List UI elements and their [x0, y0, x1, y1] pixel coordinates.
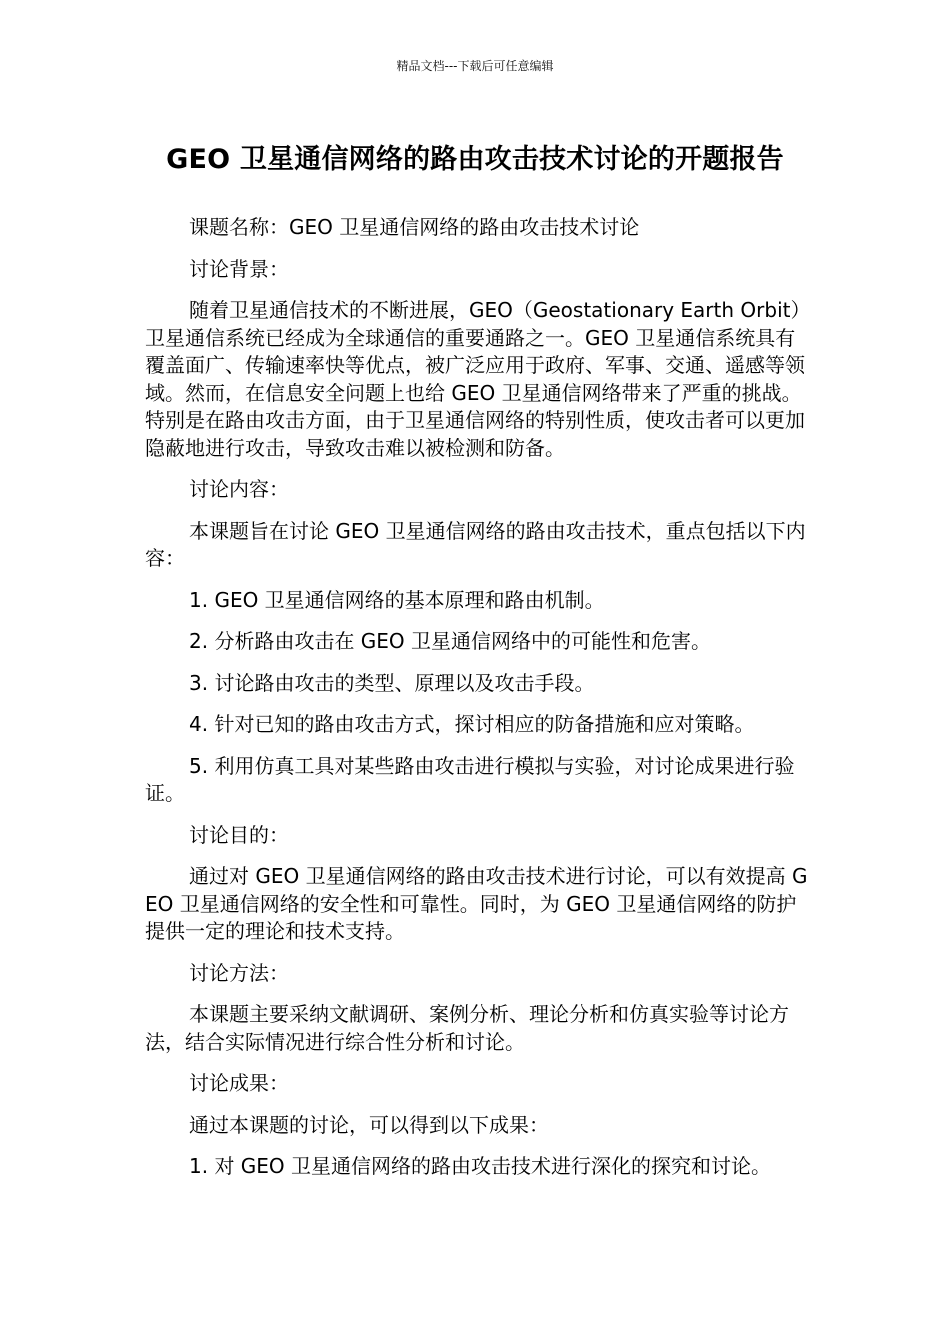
list-item-results-1: 1. 对 GEO 卫星通信网络的路由攻击技术进行深化的探究和讨论。 [189, 1154, 772, 1178]
list-item-content-5: 5. 利用仿真工具对某些路由攻击进行模拟与实验，对讨论成果进行验证。 [145, 753, 795, 805]
list-item-content-2: 2. 分析路由攻击在 GEO 卫星通信网络中的可能性和危害。 [189, 629, 712, 653]
section-heading-background: 讨论背景： [189, 256, 289, 281]
paragraph-content-intro: 本课题旨在讨论 GEO 卫星通信网络的路由攻击技术，重点包括以下内容： [145, 518, 806, 570]
paragraph-purpose: 通过对 GEO 卫星通信网络的路由攻击技术进行讨论，可以有效提高 GEO 卫星通信网络的安全性和可靠性。同时，为 GEO 卫星通信网络的防护提供一定的理论和技术支持。 [145, 864, 808, 943]
paragraph-topic-name: 课题名称：GEO 卫星通信网络的路由攻击技术讨论 [189, 215, 640, 239]
section-heading-method: 讨论方法： [189, 960, 289, 985]
paragraph-background: 随着卫星通信技术的不断进展，GEO（Geostationary Earth Orbit）卫星通信系统已经成为全球通信的重要通路之一。GEO 卫星通信系统具有覆盖面广、传输速率快等优点，被广泛应用于政府、军事、交通、遥感等领域。然而，在信息安全问题上也给 GEO 卫星通信网络带来了严重的挑战。特别是在路由攻击方面，由于卫星通信网络的特别性质，使攻击者可以更加隐蔽地进行攻击，导致攻击难以被检测和防备。 [145, 298, 805, 460]
document-body [145, 214, 810, 1195]
header-note: 精品文档---下载后可任意编辑 [396, 59, 554, 73]
paragraph-results-intro: 通过本课题的讨论，可以得到以下成果： [189, 1112, 549, 1137]
list-item-content-1: 1. GEO 卫星通信网络的基本原理和路由机制。 [189, 587, 605, 612]
document-title: GEO 卫星通信网络的路由攻击技术讨论的开题报告 [166, 144, 784, 175]
section-heading-content: 讨论内容： [189, 477, 289, 501]
list-item-content-3: 3. 讨论路由攻击的类型、原理以及攻击手段。 [189, 670, 595, 695]
section-heading-results: 讨论成果： [189, 1071, 289, 1095]
list-item-content-4: 4. 针对已知的路由攻击方式，探讨相应的防备措施和应对策略。 [189, 712, 755, 736]
section-heading-purpose: 讨论目的： [189, 822, 289, 847]
paragraph-method: 本课题主要采纳文献调研、案例分析、理论分析和仿真实验等讨论方法，结合实际情况进行综合性分析和讨论。 [145, 1002, 789, 1054]
